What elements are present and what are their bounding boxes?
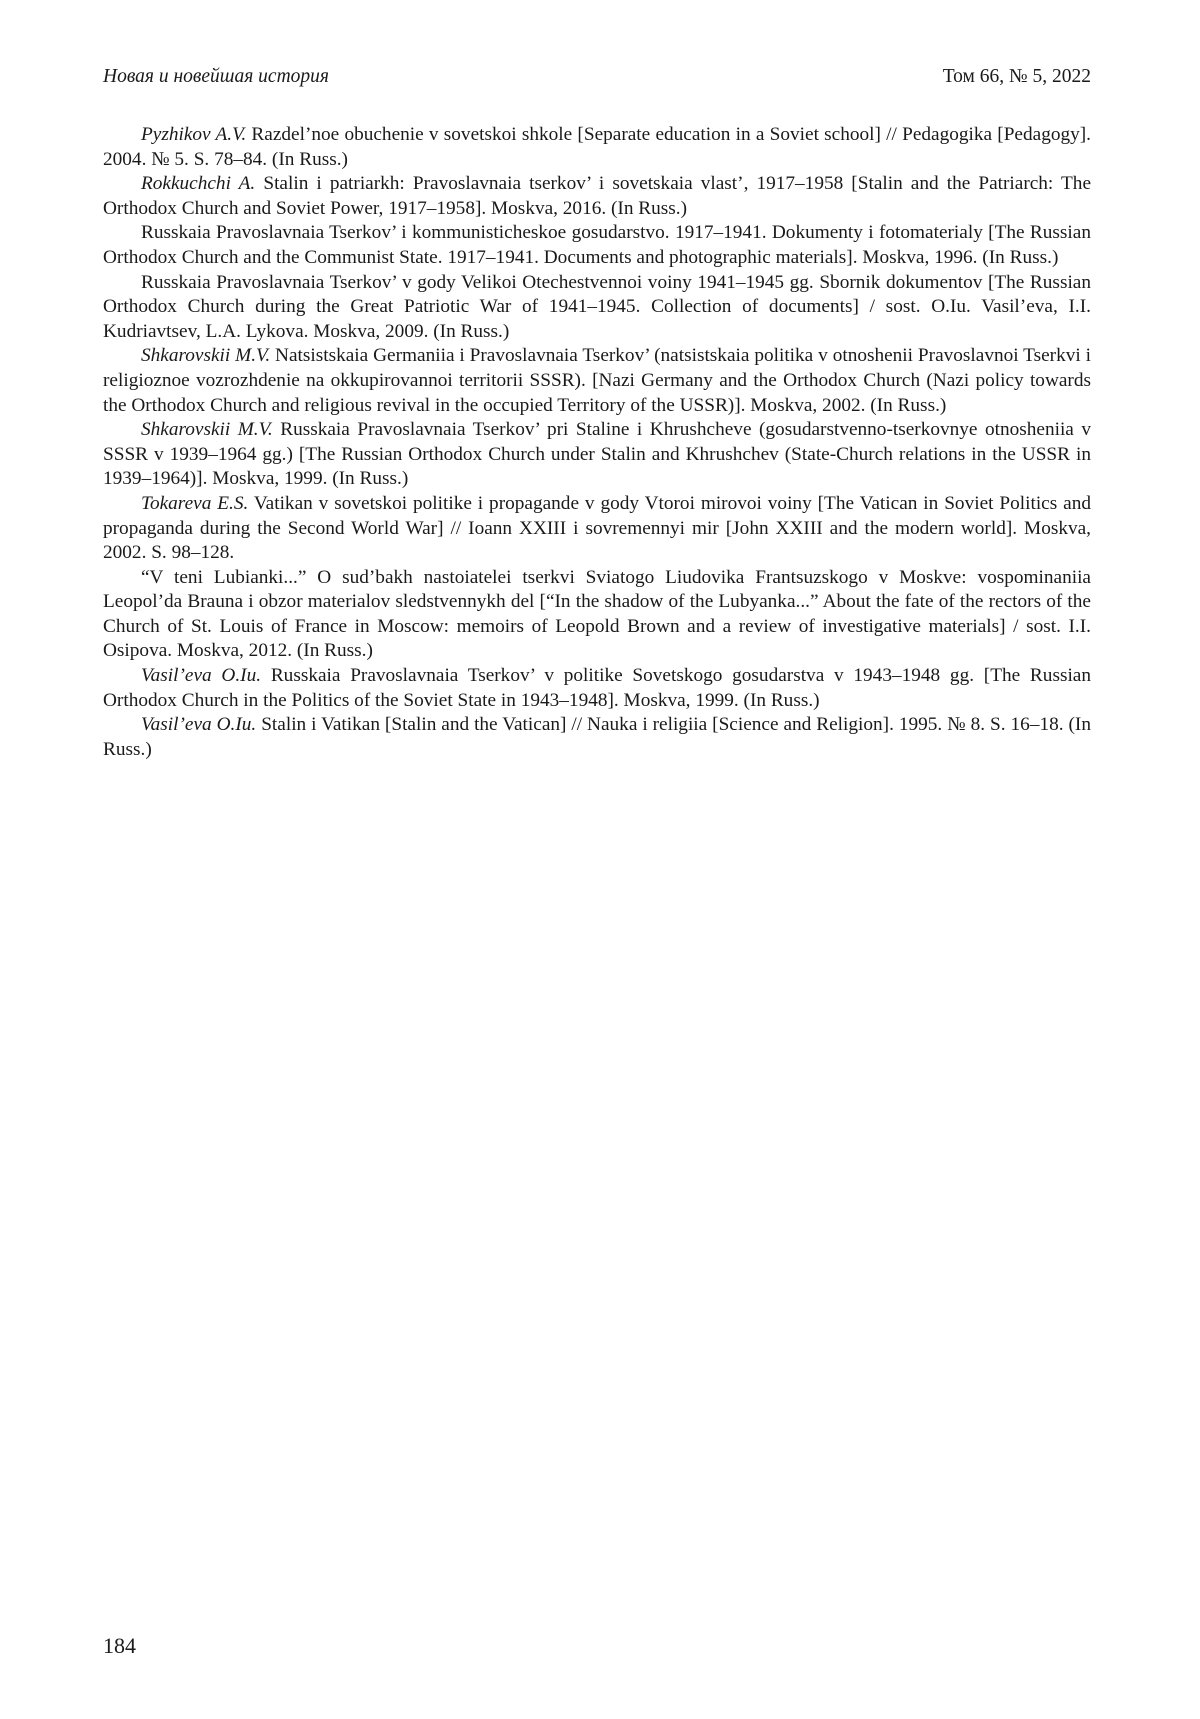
volume-issue: Том 66, № 5, 2022 — [943, 66, 1091, 88]
reference-text: Russkaia Pravoslavnaia Tserkov’ pri Staline i Khrushcheve (gosudarstvenno-tserkovnye otnosheniia v SSSR v 1939–1964 gg.) [The Russian Orthodox Church under Stalin and Khrushchev (State-Church relations in the USSR in 1939–1964)]. Moskva, 1999. (In Russ.) — [103, 419, 1091, 489]
reference-item — [103, 172, 1091, 221]
reference-item — [103, 713, 1091, 762]
reference-item — [103, 418, 1091, 492]
reference-text: Stalin i patriarkh: Pravoslavnaia tserkov’ i sovetskaia vlast’, 1917–1958 [Stalin and the Patriarch: The Orthodox Church and Soviet Power, 1917–1958]. Moskva, 2016. (In Russ.) — [103, 173, 1091, 219]
journal-title: Новая и новейшая история — [103, 66, 329, 88]
reference-text: “V teni Lubianki...” O sud’bakh nastoiatelei tserkvi Sviatogo Liudovika Frantsuzskogo v Moskve: vospominaniia Leopol’da Brauna i obzor materialov sledstvennykh del [“In the shadow of the Lubyanka...” About the fate of the rectors of the Church of St. Louis of France in Moscow: memoirs of Leopold Brown and a review of investigative materials] / sost. I.I. Osipova. Moskva, 2012. (In Russ.) — [103, 567, 1091, 662]
reference-author: Vasil’eva O.Iu. — [141, 665, 261, 686]
reference-text: Natsistskaia Germaniia i Pravoslavnaia Tserkov’ (natsistskaia politika v otnoshenii Pravoslavnoi Tserkvi i religioznoe vozrozhdenie na okkupirovannoi territorii SSSR). [Nazi Germany and the Orthodox Church (Nazi policy towards the Orthodox Church and religious revival in the occupied Territory of the USSR)]. Moskva, 2002. (In Russ.) — [103, 345, 1091, 415]
reference-item — [103, 123, 1091, 172]
reference-text: Russkaia Pravoslavnaia Tserkov’ v gody Velikoi Otechestvennoi voiny 1941–1945 gg. Sbornik dokumentov [The Russian Orthodox Church during the Great Patriotic War of 1941–1945. Collection of documents] / sost. O.Iu. Vasil’eva, I.I. Kudriavtsev, L.A. Lykova. Moskva, 2009. (In Russ.) — [103, 272, 1091, 342]
reference-author: Rokkuchchi A. — [141, 173, 255, 194]
reference-author: Shkarovskii M.V. — [141, 345, 270, 366]
reference-text: Vatikan v sovetskoi politike i propagande v gody Vtoroi mirovoi voiny [The Vatican in Soviet Politics and propaganda during the Second World War] // Ioann XXIII i sovremennyi mir [John XXIII and the modern world]. Moskva, 2002. S. 98–128. — [103, 493, 1091, 563]
reference-item — [103, 566, 1091, 664]
reference-author: Shkarovskii M.V. — [141, 419, 273, 440]
reference-author: Pyzhikov A.V. — [141, 124, 246, 145]
reference-author: Vasil’eva O.Iu. — [141, 714, 256, 735]
page-number: 184 — [103, 1633, 136, 1659]
reference-text: Russkaia Pravoslavnaia Tserkov’ i kommunisticheskoe gosudarstvo. 1917–1941. Dokumenty i fotomaterialy [The Russian Orthodox Church and the Communist State. 1917–1941. Documents and photographic materials]. Moskva, 1996. (In Russ.) — [103, 222, 1091, 268]
reference-item — [103, 221, 1091, 270]
reference-item — [103, 344, 1091, 418]
running-header — [103, 66, 1091, 94]
reference-author: Tokareva E.S. — [141, 493, 248, 514]
reference-item — [103, 492, 1091, 566]
reference-text: Razdel’noe obuchenie v sovetskoi shkole [Separate education in a Soviet school] // Pedagogika [Pedagogy]. 2004. № 5. S. 78–84. (In Russ.) — [103, 124, 1091, 170]
reference-item — [103, 664, 1091, 713]
reference-text: Stalin i Vatikan [Stalin and the Vatican] // Nauka i religiia [Science and Religion]. 1995. № 8. S. 16–18. (In Russ.) — [103, 714, 1091, 760]
reference-list — [103, 123, 1091, 762]
reference-item — [103, 271, 1091, 345]
reference-text: Russkaia Pravoslavnaia Tserkov’ v politike Sovetskogo gosudarstva v 1943–1948 gg. [The Russian Orthodox Church in the Politics of the Soviet State in 1943–1948]. Moskva, 1999. (In Russ.) — [103, 665, 1091, 711]
